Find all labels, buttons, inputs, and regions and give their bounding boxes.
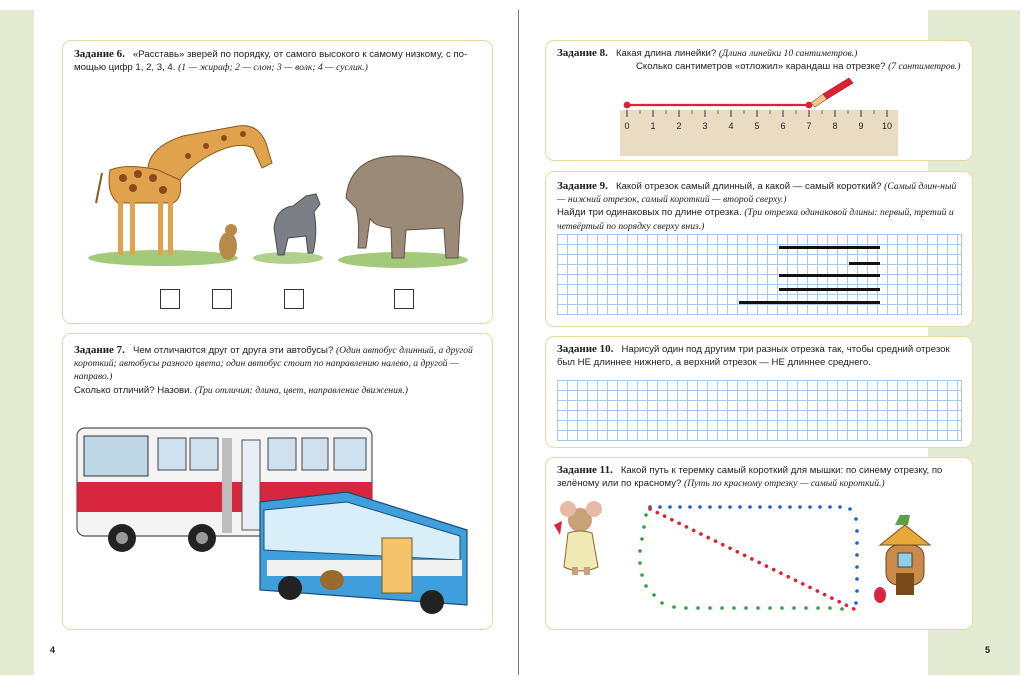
ruler-tick-label: 0: [624, 121, 630, 131]
ruler-figure: [618, 80, 908, 158]
ruler-tick-label: 4: [728, 121, 734, 131]
short-blue-bus-image: [260, 492, 467, 614]
ruler-tick-label: 8: [832, 121, 838, 131]
path-blue: [648, 505, 859, 605]
segment-4: [779, 288, 880, 291]
ruler-body: [620, 110, 898, 156]
giraffe-image: [96, 126, 272, 255]
mouse-paths-figure: [550, 495, 970, 625]
answer-box-1[interactable]: [160, 289, 180, 309]
ruler-tick-label: 5: [754, 121, 760, 131]
book-spine: [518, 10, 519, 675]
task9-title: Задание 9.: [557, 180, 608, 192]
elephant-image: [346, 156, 463, 258]
ruler-tick-label: 6: [780, 121, 786, 131]
task8-text: Задание 8. Какая длина линейки? (Длина линейки 10 сантиметров.) Сколько сантиметров «отложил» карандаш на отрезке? (7 сантиметров.): [557, 47, 961, 73]
path-red: [650, 509, 854, 609]
task7-title: Задание 7.: [74, 344, 125, 356]
task6-text: Задание 6. «Расставь» зверей по порядку, от самого высокого к самому низкому, с по-мощью цифр 1, 2, 3, 4. (1 — жираф; 2 — слон; 3 — волк; 4 — суслик.): [74, 48, 468, 74]
page-number-left: 4: [50, 645, 56, 655]
task10-text: Задание 10. Нарисуй один под другим три разных отрезка так, чтобы средний отрезок был НЕ длиннее нижнего, а верхний отрезок — НЕ длиннее среднего.: [557, 343, 950, 369]
task10-drawing-grid[interactable]: [557, 380, 962, 441]
task6-answer: (1 — жираф; 2 — слон; 3 — волк; 4 — суслик.): [178, 62, 368, 74]
task9-text: Задание 9. Какой отрезок самый длинный, а какой — самый короткий? (Самый длин-ный — нижний отрезок, самый короткий — второй сверху.) Найди три одинаковых по длине отрезка. (Три отрезка одинаковой длины: первый, третий и четвёртый по порядку сверху вниз.): [557, 180, 957, 232]
answer-box-4[interactable]: [394, 289, 414, 309]
left-page-margin: [0, 10, 34, 675]
ruler-tick-label: 3: [702, 121, 708, 131]
task10-title: Задание 10.: [557, 343, 614, 355]
segment-5: [739, 301, 880, 304]
ruler-tick-label: 2: [676, 121, 682, 131]
path-green: [638, 513, 844, 611]
ruler-tick-label: 9: [858, 121, 864, 131]
segment-3: [779, 274, 880, 277]
gopher-image: [219, 224, 237, 260]
ruler-tick-label: 10: [881, 121, 893, 131]
animals-illustration: [88, 108, 478, 273]
buses-illustration: [72, 420, 482, 620]
ruler-tick-label: 7: [806, 121, 812, 131]
page-number-right: 5: [985, 645, 991, 655]
little-house-image: [874, 515, 930, 603]
ruler-tick-label: 1: [650, 121, 656, 131]
task6-title: Задание 6.: [74, 48, 125, 60]
task11-text: Задание 11. Какой путь к теремку самый короткий для мышки: по синему отрезку, по зелёному или по красному? (Путь по красному отрезку — самый короткий.): [557, 464, 943, 490]
task8-title: Задание 8.: [557, 47, 608, 59]
wolf-image: [274, 194, 320, 255]
segment-start-dot: [624, 102, 631, 109]
answer-box-2[interactable]: [212, 289, 232, 309]
task7-text: Задание 7. Чем отличаются друг от друга эти автобусы? (Один автобус длинный, а другой короткий; автобусы разного цвета; один автобус стоит по направлению налево, а другой — направо.) Сколько отличий? Назови. (Три отличия: длина, цвет, направление движения.): [74, 344, 473, 396]
task11-title: Задание 11.: [557, 464, 613, 476]
segment-1: [779, 246, 880, 249]
mouse-image: [554, 501, 602, 575]
answer-box-3[interactable]: [284, 289, 304, 309]
segment-2: [849, 262, 880, 265]
pencil-body: [823, 78, 853, 99]
